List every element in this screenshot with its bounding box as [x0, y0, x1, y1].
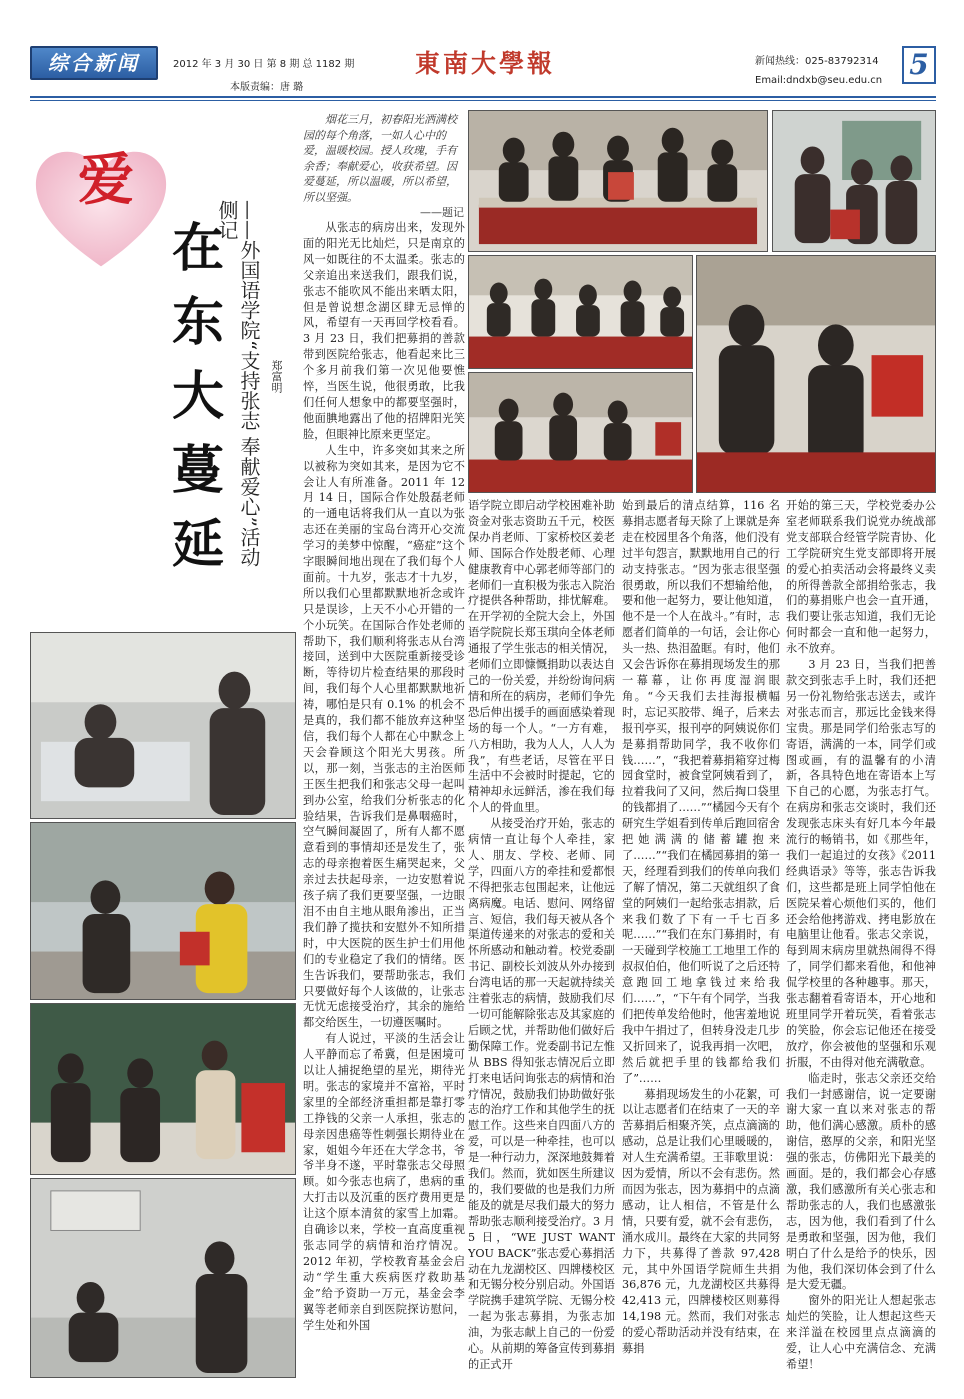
article-preface: 烟花三月，初春阳光洒满校园的每个角落，一如人心中的爱，温暖校园。授人玫瑰，手有余香；奉献爱心，收获希望。因爱蔓延，所以温暖，所以希望，所以坚强。	[303, 113, 457, 204]
contact-info	[755, 52, 882, 90]
header-rule	[30, 96, 936, 98]
photo-classroom-donation	[30, 1003, 296, 1175]
love-character: 爱	[78, 147, 134, 213]
header-rule-thin	[30, 100, 936, 101]
photo-hospital-visit	[30, 632, 296, 819]
article-byline: 郑富明	[270, 360, 283, 393]
page-number: 5	[902, 46, 936, 84]
paragraph-continued: 始到最后的清点结算，116 名募捐志愿者每天除了上课就是奔走在校园里各个角落，他们没有过半句怨言，默默地用自己的行动支持张志。“因为张志很坚强很勇敢，所以我们不想输给他，要和他一起努力，要让他知道，他不是一个人在战斗。”有时，志愿者们简单的一句话，会让你心头一热、热泪盈眶。有时，他们又会告诉你在募捐现场发生的那一幕幕，让你再度湿润眼角。“今天我们去挂海报横幅时，忘记买胶带、绳子，后来去报刊亭买，报刊亭的阿姨说你们是募捐帮助同学，我不收你们钱……”，“我把着募捐箱穿过梅园食堂时，被食堂阿姨看到了，拉着我问了又问，然后掏口袋里的钱都捐了……”“橘园今天有个研究生学姐看到传单后跑回宿舍把她满满的储蓄罐抱来了……”“我们在橘园募捐的第一天，经理看到我们的传单向我们了解了情况，第二天就组织了食堂的阿姨们一起给张志捐款，后来我们数了下有一千七百多呢……”“我们在东门募捐时，有一天碰到学校施工工地里工作的叔叔伯伯，他们听说了之后还特意跑回工地拿钱过来给我们……”，“下午有个同学，当我们把传单发给他时，他害羞地说我中午捐过了，但转身没走几步又折回来了，说我再捐一次吧，然后就把手里的钱都给我们了”……	[622, 499, 780, 1085]
title-char: 延	[171, 514, 224, 575]
article-title	[168, 212, 228, 582]
paragraph: 有人说过，平淡的生活会让人平静而忘了希冀，但是困境可以让人捕捉绝望的星光，期待光明。张志的家境并不富裕，平时家里的全部经济重担都是靠打零工挣钱的父亲一人承担，张志的母亲因患癌等性刺强长期待业在家，姐姐今年还在大学念书，爷爷半身不遂，平时靠张志父母照顾。如今张志也病了，患病的重大打击以及沉重的医疗费用更是让这个原本清贫的家雪上加霜。自确诊以来，学校一直高度重视张志同学的病情和治疗情况。2012 年初，学校教育基金会启动“学生重大疾病医疗救助基金”给予资助一万元，基金会李翼等老师亲自到医院探访慰问，学生处和外国	[303, 1032, 465, 1332]
paragraph: 从张志的病房出来，发现外面的阳光无比灿烂，只是南京的风一如既往的不太温柔。张志的父亲追出来送我们，跟我们说，张志不能吹风不能出来晒太阳，但是曾说想念湖区肆无忌惮的风，希望有一天再回学校看看。3 月 23 日，我们把募捐的善款带到医院给张志，他看起来比三个多月前我们第一次见他要憔悴，当医生说，他很勇敢，比我们任何人想象中的都要坚强时，他面腆地露出了他的招牌阳光笑脸，但眼神比原来更坚定。	[303, 221, 465, 441]
paragraph: 从接受治疗开始，张志的病情一直让每个人牵挂，家人、朋友、学校、老师、同学，四面八方的牵挂和爱都恨不得把张志包围起来，让他远离病魔。电话、慰问、网络留言、短信，我们每天被从各个渠道传递来的对张志的爱和关怀所感动和触动着。校党委副书记、副校长刘波从外办接到台湾电话的那一天起就持续关注着张志的病情，鼓励我们尽一切可能解除张志及其家庭的后顾之忧，并帮助他们做好后勤保障工作。党委副书记左惟从 BBS 得知张志情况后立即打来电话问询张志的病情和治疗情况，鼓励我们协助做好张志的治疗工作和其他学生的抚慰工作。这些来自四面八方的爱，可以是一种牵挂，也可以是一种行动力，深深地鼓舞着我们。然而，犹如医生所建议的，我们要做的也是我们力所能及的就是尽我们最大的努力帮助张志顺利接受治疗。3 月 5 日，“WE JUST WANT YOU BACK”张志爱心募捐活动在九龙湖校区、四牌楼校区和无锡分校分别启动。外国语学院携手建筑学院、无锡分校一起为张志募捐，为张志加油，为张志献上自己的一份爱心。从前期的筹备宣传到募捐的正式开	[468, 817, 615, 1371]
paragraph: 募捐现场发生的小花絮，可以让志愿者们在结束了一天的辛苦募捐后相聚齐笑，点点滴滴的感动，总是让我们心里暖暖的，对人生充满希望。王菲歌里说：因为爱情，所以不会有悲伤。然而因为张志，因为募捐中的点滴感动，让人相信，不管是什么情，只要有爱，就不会有悲伤，涌水成川。最终在大家的共同努力下，共募得了善款 97,428 元，其中外国语学院师生共捐 36,876 元，九龙湖校区共募得 42,413 元，四牌楼校区则募得 14,198 元。然而，我们对张志的爱心帮助活动并没有结束，在募捐	[622, 1087, 780, 1356]
photo-donation-box	[696, 255, 936, 493]
masthead	[30, 40, 936, 98]
article-column-1	[303, 220, 465, 1380]
photo-hospital-bed	[30, 1178, 296, 1378]
photo-signing-line	[468, 255, 693, 369]
newspaper-logo: 東南大學報	[415, 49, 556, 78]
preface-signature: ——题记	[420, 206, 464, 219]
photo-signing-table	[468, 372, 693, 493]
photo-volunteers-desk	[468, 110, 768, 252]
page-editor: 本版责编：唐 璐	[230, 82, 304, 93]
photo-donor-family	[772, 110, 936, 252]
paragraph-continued: 语学院立即启动学校困难补助资金对张志资助五千元，校医保办肖老师、丁家桥校区姜老师、国际合作处殷老师、心理健康教育中心郭老师等部门的老师们一直积极为张志入院治疗提供各种帮助，排忧解难。在开学初的全院大会上，外国语学院院长郑玉琪向全体老师通报了学生张志的相关情况，老师们立即慷慨捐助以表达自己的一份关爱，并纷纷询问病情和所在的病房，老师们争先恐后伸出援手的画面感染着现场的每一个人。“一方有难，八方相助，我为人人，人人为我”，有些老话，尽管在平日生活中不会被时时提起，它的精神却永远鲜活，渗在我们每个人的骨血里。	[468, 499, 615, 815]
title-char: 在	[171, 218, 224, 279]
article-subtitle: ——外国语学院“支持张志 奉献爱心”活动侧记	[215, 200, 261, 567]
article-column-2	[468, 498, 615, 1378]
issue-info: 2012 年 3 月 30 日 第 8 期 总 1182 期	[173, 59, 355, 70]
article-column-3	[622, 498, 780, 1378]
news-hotline: 新闻热线：025-83792314	[755, 56, 879, 67]
article-column-4	[786, 498, 936, 1378]
paragraph: 3 月 23 日，当我们把善款交到张志手上时，我们还把另一份礼物给张志送去，或许对张志而言，那远比金钱来得宝贵。那是同学们给张志写的寄语，满满的一本，同学们或图或画，有的温馨有的小清新，各具特色地在寄语本上写下自己的心愿，为张志打气。在病房和张志交谈时，我们还发现张志床头有好几本今年最流行的畅销书，如《那些年，我们一起追过的女孩》《2011 经典语录》等等，张志告诉我们，这些都是班上同学怕他在医院呆着心烦他们买的，他们还会给他拷游戏、拷电影放在电脑里让他看。张志父亲说，每到周末病房里就热闹得不得了，同学们都来看他，和他神侃学校里的各种趣事。那天，张志翻着看寄语本，开心地和班里同学开着玩笑，看着张志的笑脸，你会忘记他还在接受放疗，你会被他的坚强和乐观折服，不由得对他充满敬意。	[786, 658, 936, 1069]
section-tag: 综合新闻	[30, 46, 158, 80]
title-char: 东	[171, 292, 224, 353]
photo-outdoor-donation	[30, 822, 296, 1000]
paragraph: 窗外的阳光让人想起张志灿烂的笑脸，让人想起这些天来洋溢在校园里点点滴滴的爱，让人心中充满信念、充满希望！	[786, 1294, 936, 1371]
contact-email: Email:dndxb@seu.edu.cn	[755, 75, 883, 86]
paragraph-continued: 开始的第三天，学校党委办公室老师联系我们说党办统战部党支部联合经管学院青协、化工学院研究生党支部即将开展的爱心拍卖活动会将最终义卖的所得善款全部捐给张志，我们的募捐账户也会一直开通，我们要让张志知道，我们无论何时都会一直和他一起努力，永不放弃。	[786, 499, 936, 656]
paragraph: 人生中，许多突如其来之所以被称为突如其来，是因为它不会让人有所准备。2011 年 12 月 14 日，国际合作处殷磊老师的一通电话将我们从一直以为张志还在美丽的宝岛台湾开心交流学习的美梦中惊醒，“癌症”这个字眼瞬间地出现在了我们每个人面前。十九岁，张志才十九岁，所以我们心里都默默地祈念或许只是误诊，上天不小心开错的一个小玩笑。在国际合作处老师的帮助下，我们顺利将张志从台湾接回，送到中大医院重新接受诊断，等待切片检查结果的那段时间，我们每个人心里都默默地祈祷，哪怕是只有 0.1% 的机会不是真的，我们都不能放弃这种坚信，我们每个人都在心中默念上天会眷顾这个阳光大男孩。所以，那一刻，当张志的主治医师王医生把我们和张志父母一起叫到办公室，给我们分析张志的化验结果，告诉我们是鼻咽癌时，空气瞬间凝固了，所有人都不愿意看到的事情却还是发生了，张志的母亲抱着医生痛哭起来，父亲过去扶起母亲，一边安慰着说孩子病了我们更要坚强，一边眼泪不由自主地从眼角渗出，正当我们静了揽扶和安慰外不知所措时，中大医院的医生护士们用他们的专业稳定了我们的情绪。医生告诉我们，要帮助张志，我们只要做好每个人该做的，让张志无忧无虑接受治疗，其余的施给都交给医生，一切遵医嘱时。	[303, 443, 465, 1030]
title-char: 蔓	[171, 440, 224, 501]
title-char: 大	[171, 366, 224, 427]
paragraph: 临走时，张志父亲还交给我们一封感谢信，说一定要谢谢大家一直以来对张志的帮助，他们满心感激。质朴的感谢信，憨厚的父亲，和阳光坚强的张志，仿佛阳光下最美的画面。是的，我们都会心存感激，我们感激所有关心张志和帮助张志的人，我们也感激张志，因为他，我们看到了什么是勇敢和坚强，因为他，我们明白了什么是给予的快乐，因为他，我们深切体会到了什么是大爱无疆。	[786, 1071, 936, 1292]
